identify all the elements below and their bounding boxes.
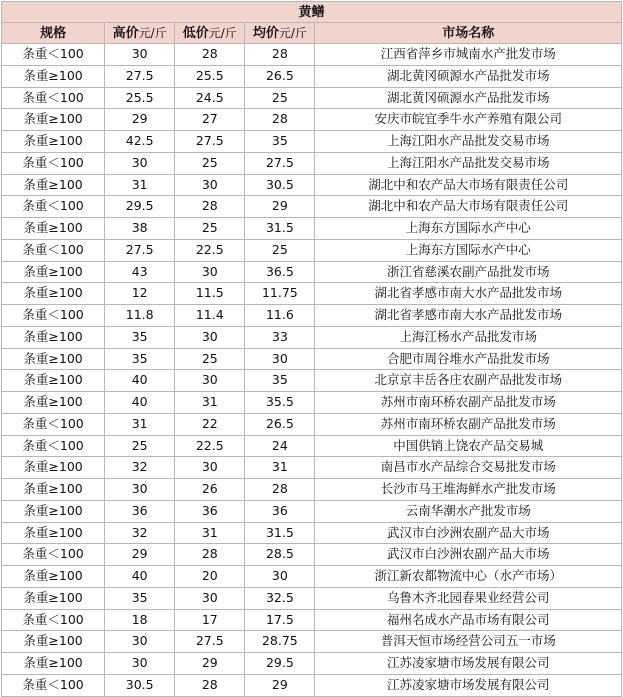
cell-avg-price: 30.5	[245, 174, 315, 196]
cell-avg-price: 28.75	[245, 631, 315, 653]
table-row	[2, 196, 622, 218]
cell-avg-price: 30	[245, 566, 315, 588]
cell-spec: 条重＜100	[2, 609, 105, 631]
table-title-row	[2, 2, 622, 23]
cell-market: 浙江省慈溪农副产品批发市场	[315, 261, 622, 283]
cell-low-price: 28	[175, 44, 245, 66]
header-spec: 规格	[2, 23, 105, 44]
cell-low-price: 28	[175, 544, 245, 566]
cell-high-price: 35	[105, 348, 175, 370]
cell-low-price: 22	[175, 413, 245, 435]
cell-low-price: 30	[175, 326, 245, 348]
cell-high-price: 12	[105, 283, 175, 305]
cell-market: 云南华潮水产批发市场	[315, 500, 622, 522]
cell-high-price: 31	[105, 174, 175, 196]
cell-high-price: 11.8	[105, 305, 175, 327]
cell-high-price: 30	[105, 653, 175, 675]
table-row	[2, 131, 622, 153]
table-body	[2, 44, 622, 697]
cell-avg-price: 35	[245, 131, 315, 153]
cell-market: 湖北中和农产品大市场有限责任公司	[315, 174, 622, 196]
cell-market: 苏州市南环桥农副产品批发市场	[315, 392, 622, 414]
cell-avg-price: 26.5	[245, 65, 315, 87]
header-avg-price	[245, 23, 315, 44]
cell-low-price: 26	[175, 479, 245, 501]
cell-high-price: 25.5	[105, 87, 175, 109]
table-row	[2, 392, 622, 414]
cell-spec: 条重＜100	[2, 413, 105, 435]
cell-market: 武汉市白沙洲农副产品大市场	[315, 522, 622, 544]
cell-avg-price: 33	[245, 326, 315, 348]
cell-low-price: 30	[175, 457, 245, 479]
cell-high-price: 43	[105, 261, 175, 283]
header-market: 市场名称	[315, 23, 622, 44]
cell-market: 乌鲁木齐北园春果业经营公司	[315, 587, 622, 609]
cell-market: 上海东方国际水产中心	[315, 239, 622, 261]
cell-spec: 条重＜100	[2, 196, 105, 218]
table-row	[2, 566, 622, 588]
table-row	[2, 631, 622, 653]
cell-avg-price: 28	[245, 44, 315, 66]
table-row	[2, 544, 622, 566]
cell-high-price: 30	[105, 631, 175, 653]
table-row	[2, 326, 622, 348]
cell-avg-price: 24	[245, 435, 315, 457]
cell-high-price: 38	[105, 218, 175, 240]
cell-high-price: 42.5	[105, 131, 175, 153]
table-row	[2, 44, 622, 66]
cell-avg-price: 11.6	[245, 305, 315, 327]
cell-market: 湖北黄冈硕源水产品批发市场	[315, 65, 622, 87]
cell-market: 上海江阳水产品批发交易市场	[315, 152, 622, 174]
cell-low-price: 24.5	[175, 87, 245, 109]
cell-avg-price: 11.75	[245, 283, 315, 305]
cell-low-price: 11.5	[175, 283, 245, 305]
cell-spec: 条重≥100	[2, 566, 105, 588]
header-avg-unit: 元/斤	[278, 25, 307, 40]
cell-high-price: 31	[105, 413, 175, 435]
cell-high-price: 29	[105, 544, 175, 566]
cell-spec: 条重≥100	[2, 522, 105, 544]
cell-high-price: 40	[105, 566, 175, 588]
cell-market: 江苏凌家塘市场发展有限公司	[315, 674, 622, 696]
table-row	[2, 261, 622, 283]
cell-low-price: 28	[175, 674, 245, 696]
cell-spec: 条重≥100	[2, 653, 105, 675]
cell-low-price: 27.5	[175, 631, 245, 653]
table-row	[2, 435, 622, 457]
cell-market: 武汉市白沙洲农副产品大市场	[315, 544, 622, 566]
cell-high-price: 18	[105, 609, 175, 631]
table-header-row	[2, 23, 622, 44]
cell-low-price: 25	[175, 152, 245, 174]
cell-market: 湖北省孝感市南大水产品批发市场	[315, 305, 622, 327]
cell-avg-price: 26.5	[245, 413, 315, 435]
cell-market: 湖北中和农产品大市场有限责任公司	[315, 196, 622, 218]
cell-avg-price: 28	[245, 109, 315, 131]
cell-avg-price: 36.5	[245, 261, 315, 283]
cell-low-price: 31	[175, 522, 245, 544]
cell-market: 普洱天恒市场经营公司五一市场	[315, 631, 622, 653]
cell-high-price: 30	[105, 152, 175, 174]
cell-spec: 条重≥100	[2, 174, 105, 196]
cell-avg-price: 25	[245, 239, 315, 261]
cell-market: 安庆市皖宜季牛水产养殖有限公司	[315, 109, 622, 131]
header-low-label: 低价	[182, 25, 209, 41]
cell-spec: 条重≥100	[2, 348, 105, 370]
cell-spec: 条重≥100	[2, 370, 105, 392]
cell-low-price: 36	[175, 500, 245, 522]
cell-high-price: 30	[105, 479, 175, 501]
cell-spec: 条重≥100	[2, 631, 105, 653]
cell-market: 中国供销上饶农产品交易城	[315, 435, 622, 457]
cell-high-price: 25	[105, 435, 175, 457]
cell-high-price: 35	[105, 326, 175, 348]
table-row	[2, 413, 622, 435]
cell-market: 江苏凌家塘市场发展有限公司	[315, 653, 622, 675]
cell-low-price: 20	[175, 566, 245, 588]
cell-high-price: 27.5	[105, 65, 175, 87]
cell-high-price: 30.5	[105, 674, 175, 696]
cell-avg-price: 28.5	[245, 544, 315, 566]
cell-avg-price: 36	[245, 500, 315, 522]
cell-low-price: 31	[175, 392, 245, 414]
cell-spec: 条重≥100	[2, 109, 105, 131]
cell-high-price: 29.5	[105, 196, 175, 218]
header-low-price	[175, 23, 245, 44]
table-row	[2, 348, 622, 370]
cell-high-price: 35	[105, 587, 175, 609]
cell-high-price: 27.5	[105, 239, 175, 261]
cell-low-price: 30	[175, 261, 245, 283]
cell-avg-price: 31.5	[245, 218, 315, 240]
cell-market: 湖北省孝感市南大水产品批发市场	[315, 283, 622, 305]
cell-high-price: 30	[105, 44, 175, 66]
cell-low-price: 25	[175, 348, 245, 370]
cell-market: 福州名成水产品市场有限公司	[315, 609, 622, 631]
table-row	[2, 674, 622, 696]
cell-avg-price: 25	[245, 87, 315, 109]
cell-avg-price: 31.5	[245, 522, 315, 544]
table-row	[2, 587, 622, 609]
table-row	[2, 522, 622, 544]
header-high-unit: 元/斤	[138, 25, 167, 40]
table-row	[2, 109, 622, 131]
cell-avg-price: 28	[245, 479, 315, 501]
cell-spec: 条重≥100	[2, 587, 105, 609]
cell-low-price: 17	[175, 609, 245, 631]
cell-avg-price: 32.5	[245, 587, 315, 609]
cell-avg-price: 29	[245, 674, 315, 696]
cell-market: 苏州市南环桥农副产品批发市场	[315, 413, 622, 435]
table-row	[2, 152, 622, 174]
cell-low-price: 22.5	[175, 239, 245, 261]
cell-spec: 条重＜100	[2, 44, 105, 66]
table-row	[2, 609, 622, 631]
price-table	[1, 1, 622, 697]
cell-high-price: 40	[105, 392, 175, 414]
cell-spec: 条重≥100	[2, 457, 105, 479]
cell-avg-price: 29	[245, 196, 315, 218]
header-avg-label: 均价	[252, 25, 279, 41]
cell-market: 北京京丰岳各庄农副产品批发市场	[315, 370, 622, 392]
cell-avg-price: 30	[245, 348, 315, 370]
cell-market: 湖北黄冈硕源水产品批发市场	[315, 87, 622, 109]
cell-market: 合肥市周谷堆水产品批发市场	[315, 348, 622, 370]
table-row	[2, 239, 622, 261]
cell-avg-price: 35.5	[245, 392, 315, 414]
table-row	[2, 457, 622, 479]
cell-spec: 条重≥100	[2, 392, 105, 414]
cell-low-price: 27	[175, 109, 245, 131]
table-row	[2, 305, 622, 327]
cell-spec: 条重＜100	[2, 239, 105, 261]
cell-high-price: 40	[105, 370, 175, 392]
cell-spec: 条重＜100	[2, 674, 105, 696]
cell-low-price: 30	[175, 587, 245, 609]
header-high-label: 高价	[112, 25, 139, 41]
cell-low-price: 25.5	[175, 65, 245, 87]
table-row	[2, 87, 622, 109]
table-row	[2, 479, 622, 501]
cell-spec: 条重＜100	[2, 87, 105, 109]
table-row	[2, 283, 622, 305]
cell-spec: 条重≥100	[2, 218, 105, 240]
cell-spec: 条重≥100	[2, 131, 105, 153]
cell-low-price: 29	[175, 653, 245, 675]
table-row	[2, 218, 622, 240]
cell-market: 浙江新农都物流中心（水产市场）	[315, 566, 622, 588]
cell-high-price: 36	[105, 500, 175, 522]
cell-avg-price: 29.5	[245, 653, 315, 675]
cell-avg-price: 35	[245, 370, 315, 392]
cell-spec: 条重≥100	[2, 261, 105, 283]
cell-avg-price: 17.5	[245, 609, 315, 631]
cell-spec: 条重≥100	[2, 283, 105, 305]
cell-spec: 条重＜100	[2, 544, 105, 566]
table-row	[2, 653, 622, 675]
cell-market: 上海江杨水产品批发市场	[315, 326, 622, 348]
table-title: 黄鳝	[2, 2, 622, 23]
cell-market: 长沙市马王堆海鲜水产批发市场	[315, 479, 622, 501]
cell-spec: 条重＜100	[2, 152, 105, 174]
cell-market: 上海东方国际水产中心	[315, 218, 622, 240]
table-row	[2, 174, 622, 196]
cell-low-price: 30	[175, 174, 245, 196]
cell-market: 上海江阳水产品批发交易市场	[315, 131, 622, 153]
cell-spec: 条重＜100	[2, 435, 105, 457]
cell-market: 江西省萍乡市城南水产批发市场	[315, 44, 622, 66]
cell-low-price: 28	[175, 196, 245, 218]
cell-spec: 条重≥100	[2, 500, 105, 522]
cell-spec: 条重≥100	[2, 479, 105, 501]
cell-market: 南昌市水产品综合交易批发市场	[315, 457, 622, 479]
table-row	[2, 65, 622, 87]
table-row	[2, 370, 622, 392]
cell-spec: 条重＜100	[2, 305, 105, 327]
cell-low-price: 27.5	[175, 131, 245, 153]
cell-spec: 条重≥100	[2, 65, 105, 87]
cell-low-price: 22.5	[175, 435, 245, 457]
cell-low-price: 30	[175, 370, 245, 392]
header-low-unit: 元/斤	[208, 25, 237, 40]
cell-avg-price: 27.5	[245, 152, 315, 174]
cell-high-price: 29	[105, 109, 175, 131]
cell-high-price: 32	[105, 457, 175, 479]
header-high-price	[105, 23, 175, 44]
cell-low-price: 25	[175, 218, 245, 240]
cell-spec: 条重≥100	[2, 326, 105, 348]
cell-low-price: 11.4	[175, 305, 245, 327]
cell-high-price: 32	[105, 522, 175, 544]
table-row	[2, 500, 622, 522]
cell-avg-price: 31	[245, 457, 315, 479]
